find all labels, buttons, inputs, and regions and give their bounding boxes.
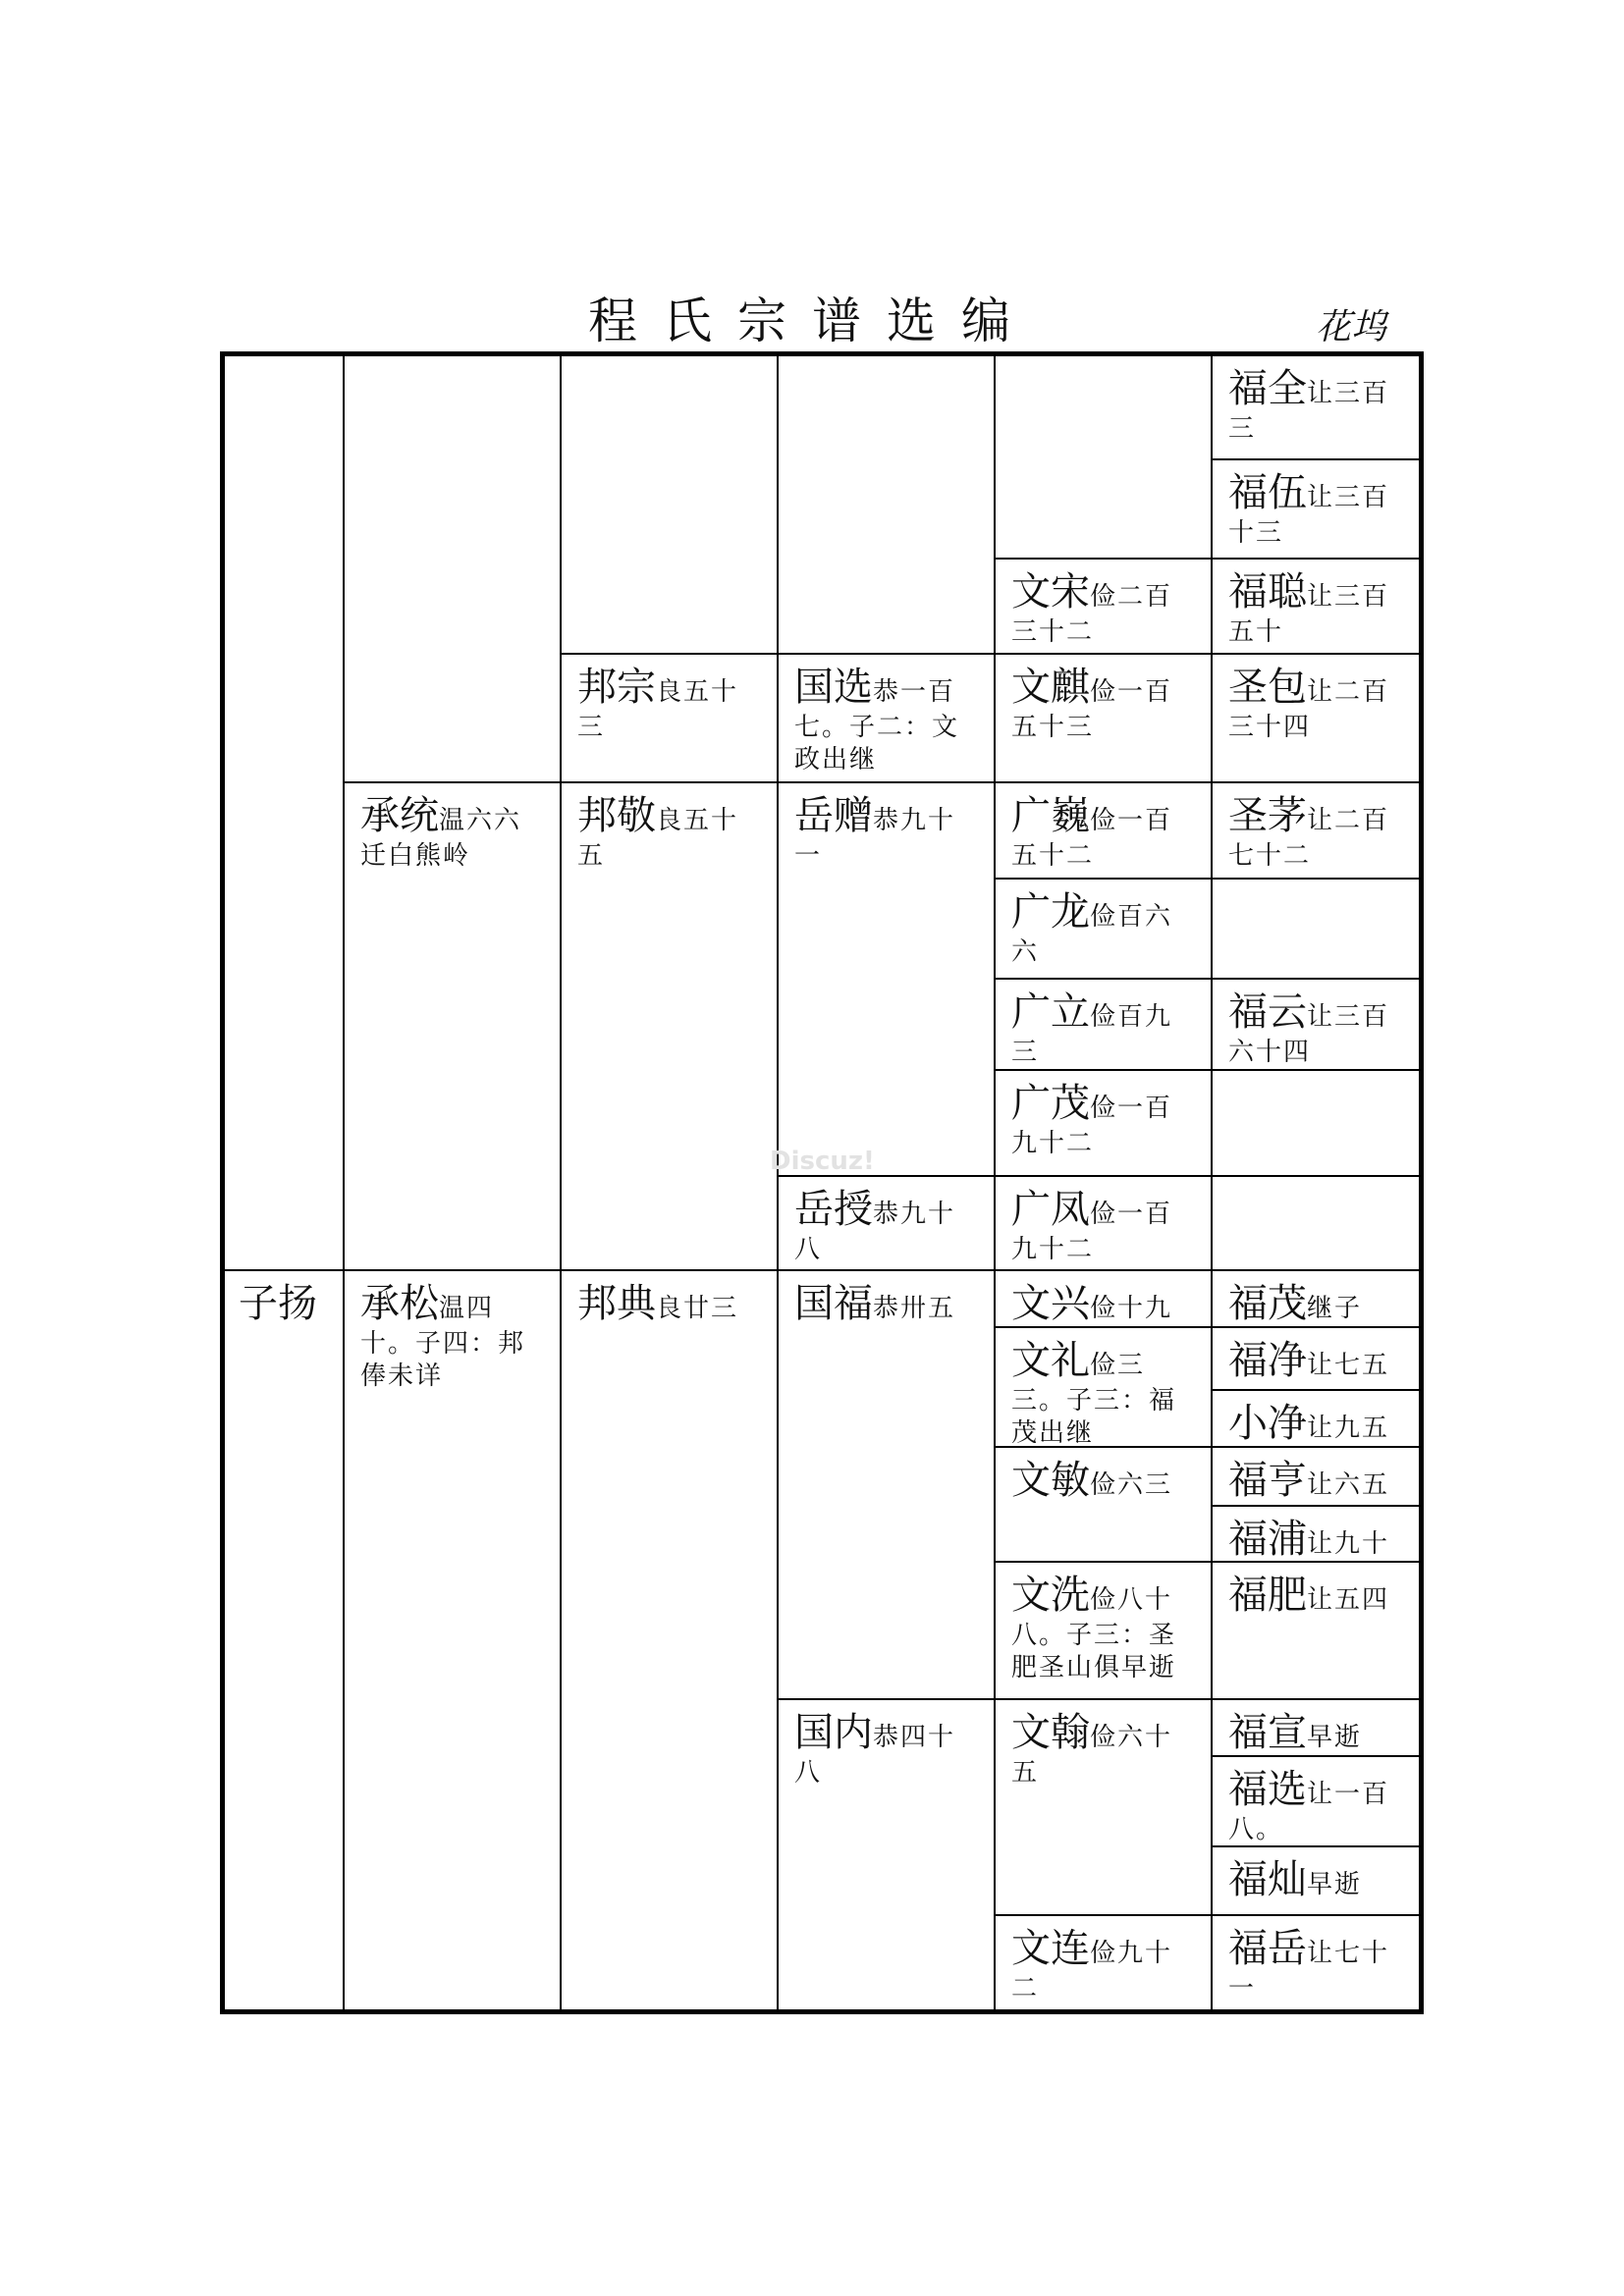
genealogy-entry: 文洗俭八十八。子三：圣肥圣山俱早逝 xyxy=(1011,1573,1177,1682)
genealogy-entry: 邦宗良五十三 xyxy=(577,665,739,742)
genealogy-entry: 福云让三百六十四 xyxy=(1228,989,1390,1067)
genealogy-entry: 福宣早逝 xyxy=(1228,1710,1363,1755)
genealogy-entry: 岳授恭九十八 xyxy=(794,1187,956,1264)
genealogy-entry: 文麒俭一百五十三 xyxy=(1011,665,1173,742)
column-divider xyxy=(343,356,345,2009)
genealogy-entry: 福肥让五四 xyxy=(1228,1573,1390,1618)
genealogy-entry: 文翰俭六十五 xyxy=(1011,1710,1173,1788)
genealogy-entry: 小净让九五 xyxy=(1228,1401,1390,1446)
genealogy-entry: 福茂继子 xyxy=(1228,1281,1363,1326)
genealogy-entry: 文兴俭十九 xyxy=(1011,1281,1173,1326)
genealogy-entry: 国内恭四十八 xyxy=(794,1710,956,1788)
genealogy-entry: 福净让七五 xyxy=(1228,1338,1390,1383)
genealogy-entry: 福聪让三百五十 xyxy=(1228,569,1390,647)
genealogy-entry: 邦典良廿三 xyxy=(577,1281,739,1326)
place-name: 花坞 xyxy=(1316,307,1387,347)
genealogy-entry: 圣茅让二百七十二 xyxy=(1228,793,1390,871)
genealogy-entry: 圣包让二百三十四 xyxy=(1228,665,1390,742)
genealogy-entry: 文敏俭六三 xyxy=(1011,1458,1173,1503)
genealogy-entry: 福亨让六五 xyxy=(1228,1458,1390,1503)
genealogy-entry: 承统温六六迁白熊岭 xyxy=(360,793,522,871)
genealogy-entry: 福伍让三百十三 xyxy=(1228,470,1390,548)
column-divider xyxy=(560,356,562,2009)
genealogy-entry: 国选恭一百七。子二：文政出继 xyxy=(794,665,960,774)
genealogy-entry: 广龙俭百六六 xyxy=(1011,889,1173,967)
genealogy-entry: 广立俭百九三 xyxy=(1011,989,1173,1067)
genealogy-entry: 广巍俭一百五十二 xyxy=(1011,793,1173,871)
genealogy-entry: 邦敬良五十五 xyxy=(577,793,739,871)
genealogy-entry: 岳赠恭九十一 xyxy=(794,793,956,871)
genealogy-entry: 福选让一百八。 xyxy=(1228,1767,1390,1844)
genealogy-entry: 承松温四十。子四：邦俸未详 xyxy=(360,1281,526,1391)
genealogy-table xyxy=(220,351,1424,2014)
watermark: Discuz! xyxy=(770,1147,875,1176)
genealogy-entry: 文宋俭二百三十二 xyxy=(1011,569,1173,647)
genealogy-entry: 福灿早逝 xyxy=(1228,1857,1363,1902)
genealogy-entry: 子扬 xyxy=(239,1281,317,1326)
genealogy-entry: 国福恭卅五 xyxy=(794,1281,956,1326)
genealogy-entry: 文礼俭三三。子三：福茂出继 xyxy=(1011,1338,1177,1448)
genealogy-entry: 福岳让七十一 xyxy=(1228,1926,1390,2003)
genealogy-entry: 福全让三百三 xyxy=(1228,366,1390,444)
genealogy-entry: 福浦让九十 xyxy=(1228,1517,1390,1562)
genealogy-entry: 广茂俭一百九十二 xyxy=(1011,1081,1173,1158)
genealogy-entry: 文连俭九十二 xyxy=(1011,1926,1173,2003)
page-title: 程氏宗谱选编 xyxy=(588,293,1036,349)
genealogy-entry: 广凤俭一百九十二 xyxy=(1011,1187,1173,1264)
